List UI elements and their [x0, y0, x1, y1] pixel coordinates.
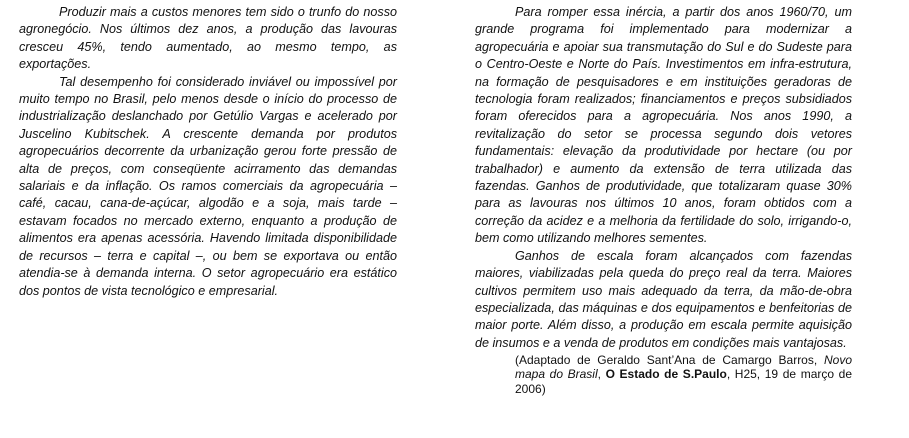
left-paragraph-2: Tal desempenho foi considerado inviável ou impossível por muito tempo no Brasil, pelo menos desde o início do processo de industrialização deslanchado por Getúlio Vargas e acelerado por Juscelino Kubitschek. A crescente demanda por produtos agropecuários decorrente da urbanização gerou forte pressão de alta de preços, com conseqüente acirramento das demandas salariais e da inflação. Os ramos comerciais da agropecuária – café, cacau, cana-de-açúcar, algodão e a soja, mais tarde – estavam focados no mercado externo, enquanto a produção de alimentos era apenas acessória. Havendo limitada disponibilidade de recursos – terra e capital –, ou bem se exportava ou então atendia-se à demanda interna. O setor agropecuário era estático dos pontos de vista tecnológico e empresarial. [19, 74, 397, 298]
citation-prefix: (Adaptado de Geraldo Sant’Ana de Camargo Barros, [515, 353, 824, 368]
citation-suffix: , H25, 19 de março de 2006) [515, 367, 853, 396]
citation-separator: , [597, 367, 606, 382]
right-column [475, 4, 852, 396]
citation-newspaper: O Estado de S.Paulo [605, 367, 727, 382]
left-paragraph-1: Produzir mais a custos menores tem sido o trunfo do nosso agronegócio. Nos últimos dez anos, a produção das lavouras cresceu 45%, tendo aumentado, ao mesmo tempo, as exportações. [19, 5, 397, 72]
citation-book-title: Novo mapa do Brasil [515, 353, 852, 382]
source-citation [515, 352, 852, 396]
right-paragraph-1: Para romper essa inércia, a partir dos anos 1960/70, um grande programa foi implementado para modernizar a agropecuária e apoiar sua transmutação do Sul e do Sudeste para o Centro-Oeste e Norte do País. Investimentos em infra-estrutura, na formação de pesquisadores e em instituições geradoras de tecnologia foram realizados; financiamentos e preços subsidiados foram oferecidos para a agropecuária. Nos anos 1990, a revitalização do setor se processa segundo dois vetores fundamentais: elevação da produtividade por hectare (ou por trabalhador) e aumento da extensão de terra utilizada das fazendas. Ganhos de produtividade, que totalizaram quase 30% para as lavouras nos últimos 10 anos, foram obtidos com a correção da acidez e a melhoria da fertilidade do solo, irrigando-o, bem como utilizando melhores sementes. [475, 5, 852, 246]
right-paragraph-2: Ganhos de escala foram alcançados com fazendas maiores, viabilizadas pela queda do preço real da terra. Maiores cultivos permitem uso mais adequado da terra, da mão-de-obra especializada, das máquinas e dos equipamentos e benfeitorias de maior porte. Além disso, a produção em escala permite aquisição de insumos e a venda de produtos em condições mais vantajosas. [475, 248, 852, 350]
left-column [19, 4, 397, 300]
